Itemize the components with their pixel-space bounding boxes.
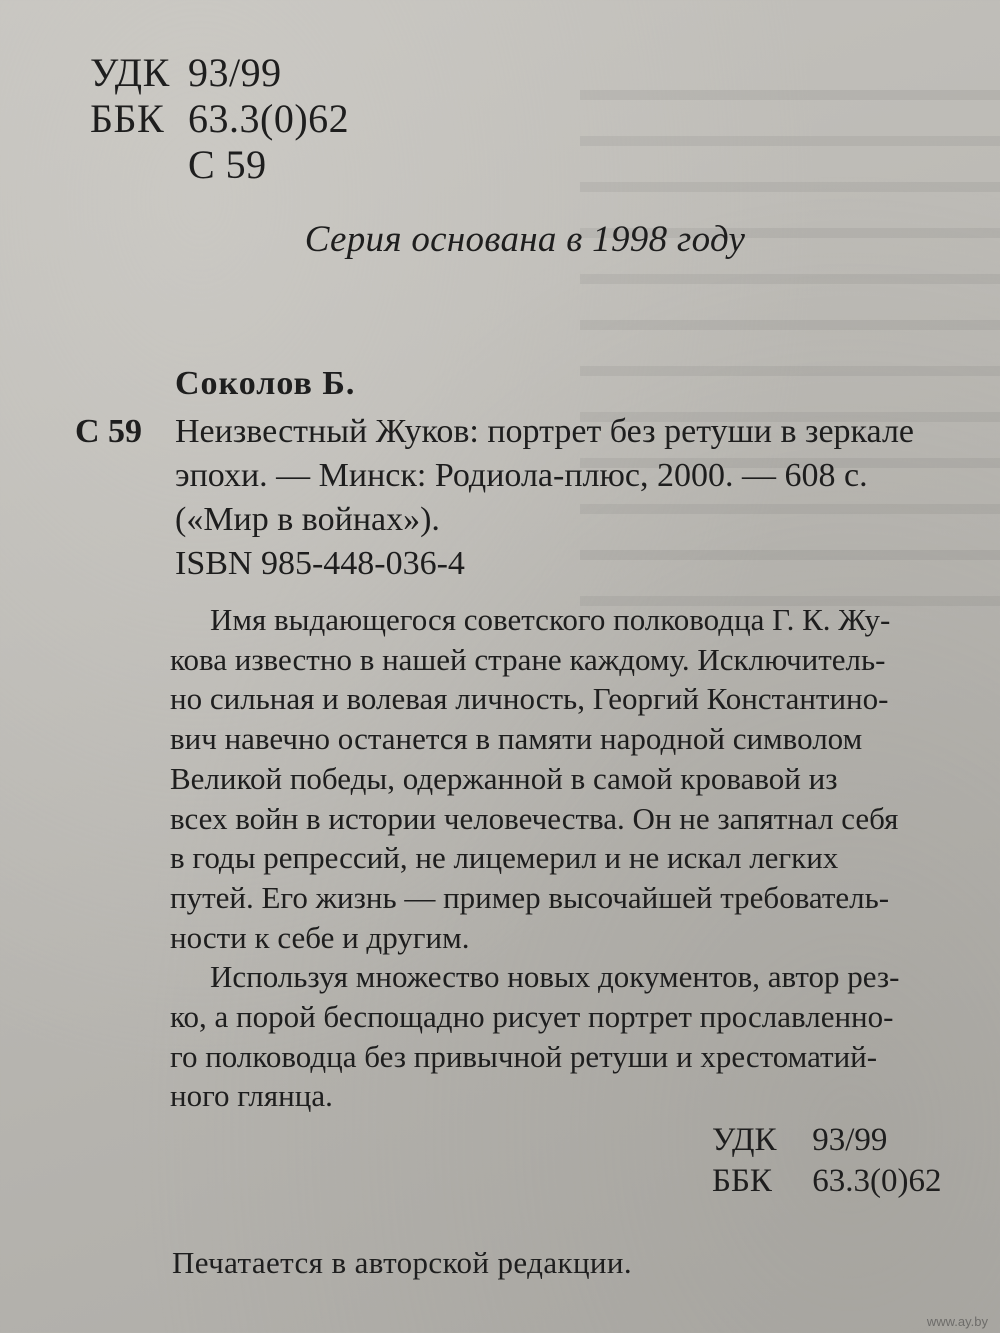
annotation-line: Имя выдающегося советского полководца Г. К. Жу- bbox=[210, 602, 891, 637]
udk-label: УДК bbox=[90, 50, 170, 95]
udk-label: УДК bbox=[712, 1122, 777, 1158]
description-line: («Мир в войнах»). bbox=[175, 501, 440, 538]
annotation-line: кова известно в нашей стране каждому. Исключитель- bbox=[170, 641, 886, 677]
udk-value: 93/99 bbox=[812, 1122, 888, 1158]
annotation-line: путей. Его жизнь — пример высочайшей требователь- bbox=[170, 879, 890, 915]
annotation-line: ности к себе и другим. bbox=[170, 919, 470, 955]
description-line: эпохи. — Минск: Родиола-плюс, 2000. — 608 с. bbox=[175, 457, 868, 494]
watermark: www.ay.by bbox=[926, 1314, 988, 1329]
udk-value: 93/99 bbox=[188, 50, 282, 95]
description-line: Неизвестный Жуков: портрет без ретуши в зеркале bbox=[175, 413, 915, 450]
bbk-row bbox=[712, 1161, 941, 1202]
annotation-line: всех войн в истории человечества. Он не запятнал себя bbox=[170, 800, 899, 836]
author-mark: С 59 bbox=[188, 142, 267, 187]
annotation-line: ного глянца. bbox=[170, 1078, 333, 1114]
udk-row bbox=[712, 1120, 941, 1161]
catalog-codes-bottom bbox=[712, 1120, 941, 1202]
bbk-label: ББК bbox=[90, 96, 165, 141]
annotation-line: ко, а порой беспощадно рисует портрет прославленно- bbox=[170, 999, 894, 1035]
annotation-line: вич навечно останется в памяти народной символом bbox=[170, 721, 863, 757]
annotation bbox=[170, 600, 970, 1116]
annotation-line: Великой победы, одержанной в самой кровавой из bbox=[170, 760, 838, 796]
annotation-line: в годы репрессий, не лицемерил и не искал легких bbox=[170, 840, 839, 876]
catalog-codes-top bbox=[90, 50, 349, 188]
author-name: Соколов Б. bbox=[175, 365, 356, 402]
bbk-label: ББК bbox=[712, 1163, 772, 1199]
bbk-value: 63.3(0)62 bbox=[188, 96, 350, 141]
isbn: ISBN 985-448-036-4 bbox=[175, 545, 465, 582]
bibliographic-record bbox=[75, 362, 975, 586]
bibliographic-description bbox=[75, 410, 975, 586]
annotation-line: го полководца без привычной ретуши и хрестоматий- bbox=[170, 1038, 878, 1074]
author-code: С 59 bbox=[75, 413, 143, 450]
annotation-line: Используя множество новых документов, автор рез- bbox=[210, 959, 900, 995]
bbk-value: 63.3(0)62 bbox=[812, 1163, 942, 1199]
series-note: Серия основана в 1998 году bbox=[304, 219, 746, 260]
bbk-row bbox=[90, 96, 349, 142]
annotation-line: но сильная и волевая личность, Георгий Константино- bbox=[170, 681, 889, 717]
print-note: Печатается в авторской редакции. bbox=[172, 1245, 633, 1280]
udk-row bbox=[90, 50, 349, 96]
